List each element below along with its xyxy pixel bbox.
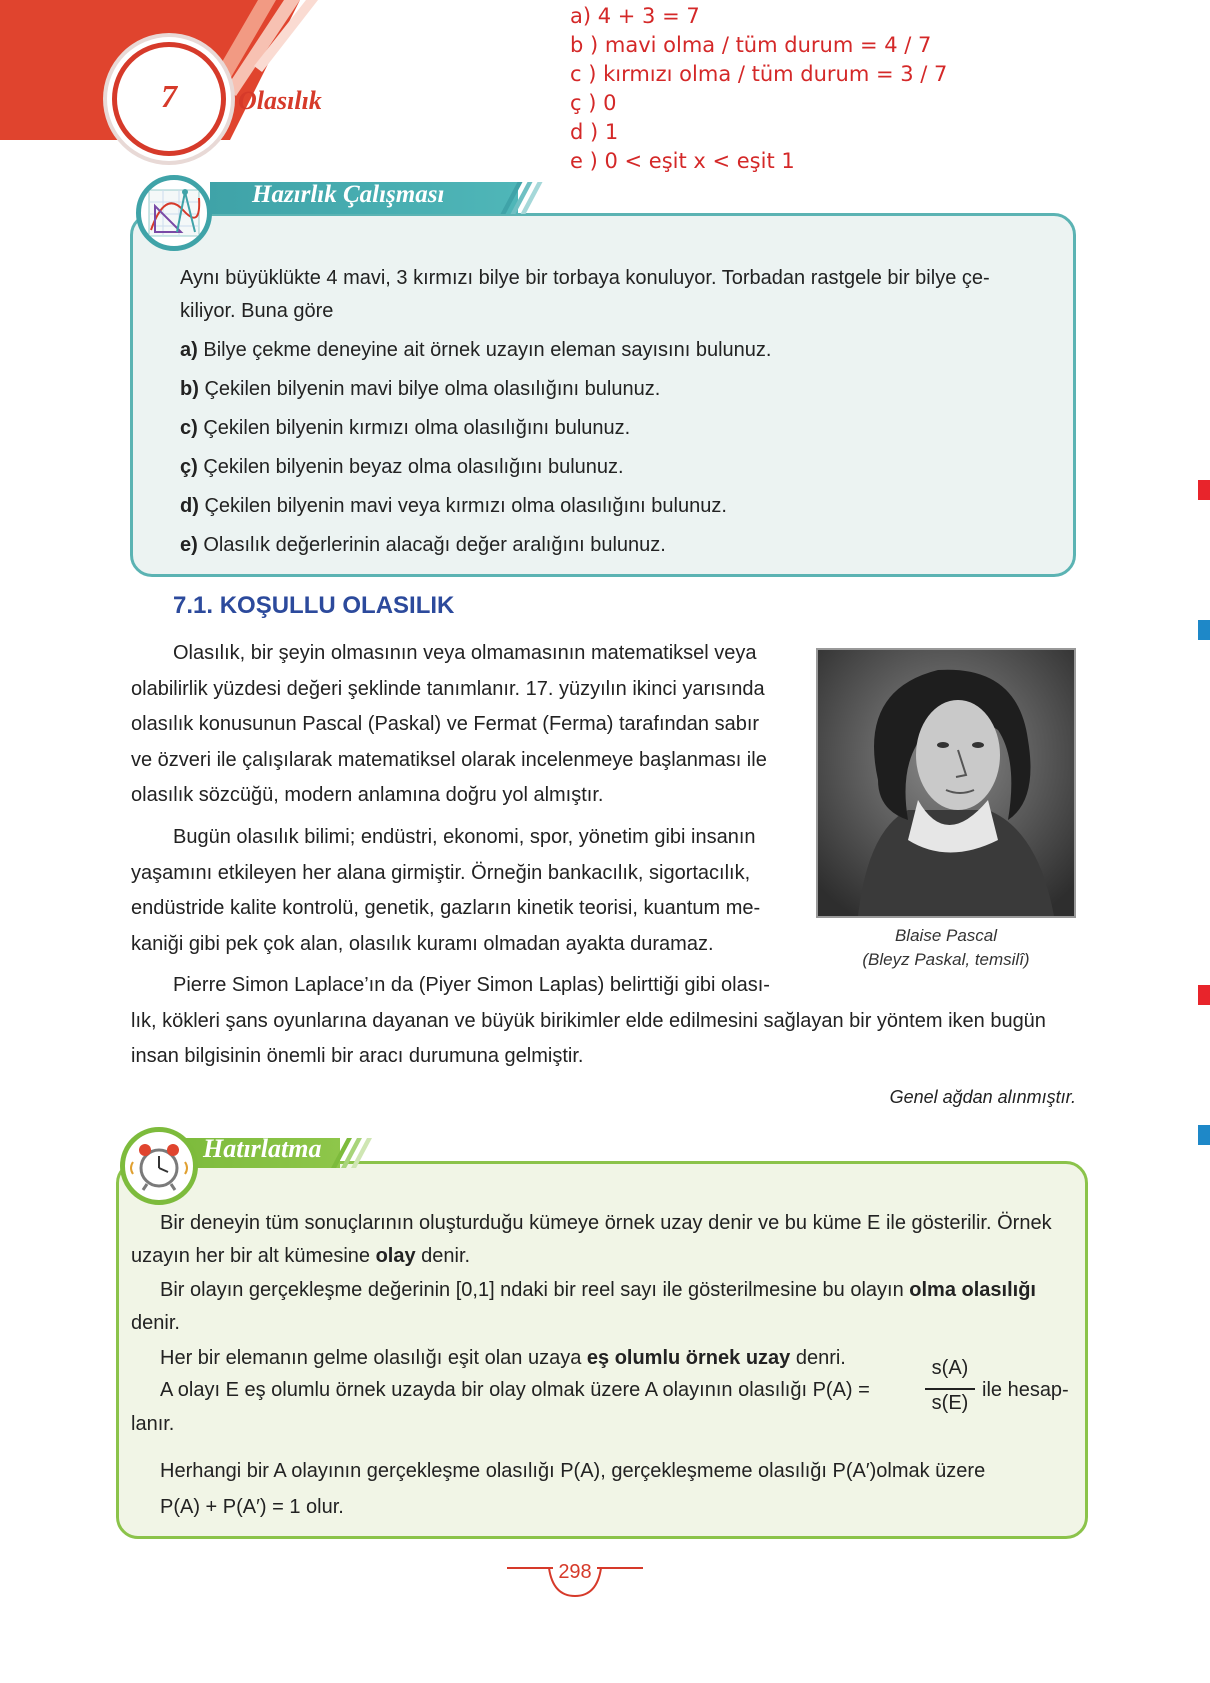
question-text: Çekilen bilyenin mavi veya kırmızı olma olasılığını bulunuz. [204,495,727,517]
fraction-numerator: s(A) [931,1357,969,1379]
line-text: Bir olayın gerçekleşme değerinin [0,1] ndaki bir reel sayı ile gösterilmesine bu olayın [160,1279,910,1301]
question-item [180,456,624,479]
hatirlatma-line [160,1279,1036,1302]
portrait-caption-note: (Bleyz Paskal, temsilî) [862,950,1030,969]
paragraph-3 [131,968,1081,1075]
answer-c-cedilla: ç ) 0 [570,91,617,115]
intro-line: Aynı büyüklükte 4 mavi, 3 kırmızı bilye bir torbaya konuluyor. Torbadan rastgele bir bilye çe- [180,267,990,289]
paragraph-line: lık, kökleri şans oyunlarına dayanan ve büyük birikimler elde edilmesini sağlayan bir yöntem iken bugün [131,1009,1046,1032]
answer-e: e ) 0 < eşit x < eşit 1 [570,149,795,173]
paragraph-line: kaniği gibi pek çok alan, olasılık kuramı olmadan ayakta duramaz. [131,932,714,955]
source-note: Genel ağdan alınmıştır. [889,1087,1076,1107]
question-item [180,417,630,440]
hazirlik-title: Hazırlık Çalışması [252,181,445,208]
paragraph-line: insan bilgisinin önemli bir aracı durumuna gelmiştir. [131,1045,584,1067]
line-text: denir. [415,1245,471,1267]
side-marker-red [1198,480,1210,500]
hatirlatma-line: denir. [131,1312,180,1334]
banner-stripes [335,1138,375,1168]
hatirlatma-line: Herhangi bir A olayının gerçekleşme olasılığı P(A), gerçekleşmeme olasılığı P(A′)olmak üzere [160,1460,986,1482]
section-title: 7.1. KOŞULLU OLASILIK [173,592,455,619]
paragraph-line: Bugün olasılık bilimi; endüstri, ekonomi, spor, yönetim gibi insanın [173,826,756,848]
term-es-olumlu-ornek-uzay: eş olumlu örnek uzay [586,1347,791,1369]
question-label: e) [180,534,198,556]
question-label: d) [180,495,199,517]
portrait-caption-name: Blaise Pascal [894,926,998,945]
question-label: ç) [180,456,198,478]
question-text: Çekilen bilyenin mavi bilye olma olasılığını bulunuz. [204,378,661,400]
question-label: a) [180,339,198,361]
geometry-tools-icon [136,175,212,251]
paragraph-line: olabilirlik yüzdesi değeri şeklinde tanımlanır. 17. yüzyılın ikinci yarısında [131,677,765,700]
question-text: Çekilen bilyenin beyaz olma olasılığını bulunuz. [203,456,624,478]
side-marker-blue [1198,620,1210,640]
alarm-clock-icon [120,1127,198,1205]
fraction-bar [925,1388,975,1390]
question-item [180,534,666,557]
question-text: Bilye çekme deneyine ait örnek uzayın eleman sayısını bulunuz. [203,339,772,361]
line-text: Her bir elemanın gelme olasılığı eşit olan uzaya [160,1347,587,1369]
answer-c: c ) kırmızı olma / tüm durum = 3 / 7 [570,62,948,86]
side-marker-red [1198,985,1210,1005]
question-item [180,339,771,362]
term-olay: olay [375,1245,416,1267]
hatirlatma-line: lanır. [131,1413,175,1435]
question-label: b) [180,378,199,400]
paragraph-line: olasılık sözcüğü, modern anlamına doğru yol almıştır. [131,784,604,806]
paragraph-line: ve özveri ile çalışılarak matematiksel olarak incelenmeye başlanması ile [131,748,767,771]
question-label: c) [180,417,198,439]
answer-a: a) 4 + 3 = 7 [570,4,700,28]
chapter-number: 7 [161,78,177,114]
chapter-title: Olasılık [238,86,322,115]
hatirlatma-line [131,1245,470,1268]
pascal-portrait [816,648,1076,918]
page-number: 298 [558,1561,592,1583]
paragraph-line: Pierre Simon Laplace’ın da (Piyer Simon Laplas) belirttiği gibi olası- [173,974,770,996]
paragraph-line: Olasılık, bir şeyin olmasının veya olmamasının matematiksel veya [173,642,757,664]
handwritten-answers [570,2,947,176]
question-item [180,378,660,401]
hatirlatma-line [160,1347,846,1370]
fraction-denominator: s(E) [931,1392,969,1414]
hatirlatma-line: P(A) + P(A′) = 1 olur. [160,1496,344,1518]
question-text: Çekilen bilyenin kırmızı olma olasılığını bulunuz. [203,417,631,439]
question-item [180,495,727,518]
intro-line: kiliyor. Buna göre [180,300,334,322]
paragraph-line: olasılık konusunun Pascal (Paskal) ve Fermat (Ferma) tarafından sabır [131,713,760,735]
term-olma-olasiligi: olma olasılığı [909,1279,1036,1301]
paragraph-line: yaşamını etkileyen her alana girmiştir. Örneğin bankacılık, sigortacılık, [131,861,751,884]
banner-stripes [505,182,545,214]
hatirlatma-line: ile hesap- [982,1379,1069,1401]
paragraph-line: endüstride kalite kontrolü, genetik, gazların kinetik teorisi, kuantum me- [131,897,761,919]
hatirlatma-title: Hatırlatma [203,1134,322,1163]
paragraph-2 [131,820,785,962]
paragraph-1 [131,636,785,814]
side-marker-blue [1198,1125,1210,1145]
answer-b: b ) mavi olma / tüm durum = 4 / 7 [570,33,932,57]
hazirlik-intro [180,262,1065,328]
line-text: uzayın her bir alt kümesine [131,1245,376,1267]
hatirlatma-line: Bir deneyin tüm sonuçlarının oluşturduğu kümeye örnek uzay denir ve bu küme E ile gösterilir. Örnek [160,1212,1052,1234]
answer-d: d ) 1 [570,120,619,144]
hatirlatma-line: A olayı E eş olumlu örnek uzayda bir olay olmak üzere A olayının olasılığı P(A) = [160,1379,870,1401]
line-text: denri. [790,1347,846,1369]
question-text: Olasılık değerlerinin alacağı değer aralığını bulunuz. [203,534,666,556]
